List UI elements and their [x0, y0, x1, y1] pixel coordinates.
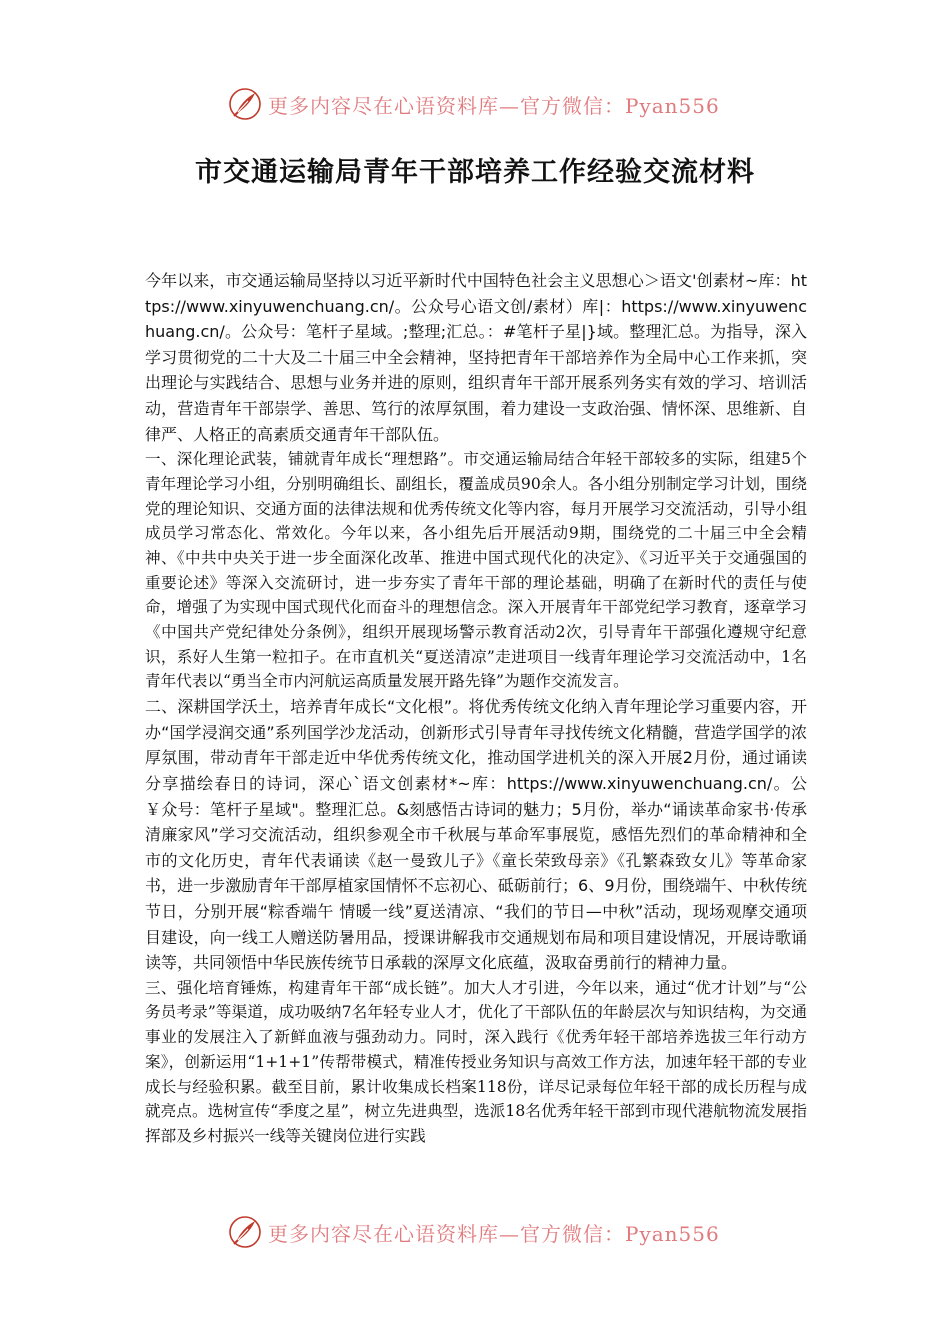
feather-pen-logo-icon: [228, 1215, 262, 1249]
footer-watermark-banner: [228, 1212, 720, 1252]
header-watermark-text: 更多内容尽在心语资料库—官方微信：Pyan556: [268, 93, 720, 118]
document-title: 市交通运输局青年干部培养工作经验交流材料: [195, 157, 755, 188]
section-2-paragraph: 二、深耕国学沃土，培养青年成长“文化根”。将优秀传统文化纳入青年理论学习重要内容，开办“国学浸润交通”系列国学沙龙活动，创新形式引导青年寻找传统文化精髓，营造学国学的浓厚氛围，带动青年干部走近中华优秀传统文化，推动国学进机关的深入开展2月份，通过诵读分享描绘春日的诗词，深心`语文创素材*~库：https://www.xinyuwenchuang.cn/。公￥众号：笔杆子星域"。整理汇总。&刻感悟古诗词的魅力；5月份，举办“诵读革命家书·传承清廉家风”学习交流活动，组织参观全市千秋展与革命军事展览，感悟先烈们的革命精神和全市的文化历史，青年代表诵读《赵一曼致儿子》《童长荣致母亲》《孔繁森致女儿》等革命家书，进一步激励青年干部厚植家国情怀不忘初心、砥砺前行；6、9月份，围绕端午、中秋传统节日，分别开展“粽香端午 情暖一线”夏送清凉、“我们的节日—中秋”活动，现场观摩交通项目建设，向一线工人赠送防暑用品，授课讲解我市交通规划布局和项目建设情况，开展诗歌诵读等，共同领悟中华民族传统节日承载的深厚文化底蕴，汲取奋勇前行的精神力量。: [145, 697, 807, 973]
feather-pen-logo-icon: [228, 87, 262, 121]
section-1-paragraph: 一、深化理论武装，铺就青年成长“理想路”。市交通运输局结合年轻干部较多的实际，组建5个青年理论学习小组，分别明确组长、副组长，覆盖成员90余人。各小组分别制定学习计划，围绕党的理论知识、交通方面的法律法规和优秀传统文化等内容，每月开展学习交流活动，引导小组成员学习常态化、常效化。今年以来，各小组先后开展活动9期，围绕党的二十届三中全会精神、《中共中央关于进一步全面深化改革、推进中国式现代化的决定》、《习近平关于交通强国的重要论述》等深入交流研讨，进一步夯实了青年干部的理论基础，明确了在新时代的责任与使命，增强了为实现中国式现代化而奋斗的理想信念。深入开展青年干部党纪学习教育，逐章学习《中国共产党纪律处分条例》，组织开展现场警示教育活动2次，引导青年干部强化遵规守纪意识，系好人生第一粒扣子。在市直机关“夏送清凉”走进项目一线青年理论学习交流活动中，1名青年代表以“勇当全市内河航运高质量发展开路先锋”为题作交流发言。: [145, 450, 807, 691]
intro-paragraph: 今年以来，市交通运输局坚持以习近平新时代中国特色社会主义思想心＞语文'创素材~库：https://www.xinyuwenchuang.cn/。公众号心语文创/素材）库|：https://www.xinyuwenchuang.cn/。公众号：笔杆子星域。;整理;汇总。：#笔杆子星|}域。整理汇总。为指导，深入学习贯彻党的二十大及二十届三中全会精神，坚持把青年干部培养作为全局中心工作来抓，突出理论与实践结合、思想与业务并进的原则，组织青年干部开展系列务实有效的学习、培训活动，营造青年干部崇学、善思、笃行的浓厚氛围，着力建设一支政治强、情怀深、思维新、自律严、人格正的高素质交通青年干部队伍。: [145, 271, 807, 444]
footer-watermark-text: 更多内容尽在心语资料库—官方微信：Pyan556: [268, 1221, 720, 1246]
header-watermark-banner: [228, 84, 720, 124]
document-body: [145, 268, 807, 1149]
section-3-paragraph: 三、强化培育锤炼，构建青年干部“成长链”。加大人才引进，今年以来，通过“优才计划”与“公务员考录”等渠道，成功吸纳7名年轻专业人才，优化了干部队伍的年龄层次与知识结构，为交通事业的发展注入了新鲜血液与强劲动力。同时，深入践行《优秀年轻干部培养选拔三年行动方案》，创新运用“1+1+1”传帮带模式，精准传授业务知识与高效工作方法，加速年轻干部的专业成长与经验积累。截至目前，累计收集成长档案118份，详尽记录每位年轻干部的成长历程与成就亮点。选树宣传“季度之星”，树立先进典型，选派18名优秀年轻干部到市现代港航物流发展指挥部及乡村振兴一线等关键岗位进行实践: [145, 978, 807, 1145]
